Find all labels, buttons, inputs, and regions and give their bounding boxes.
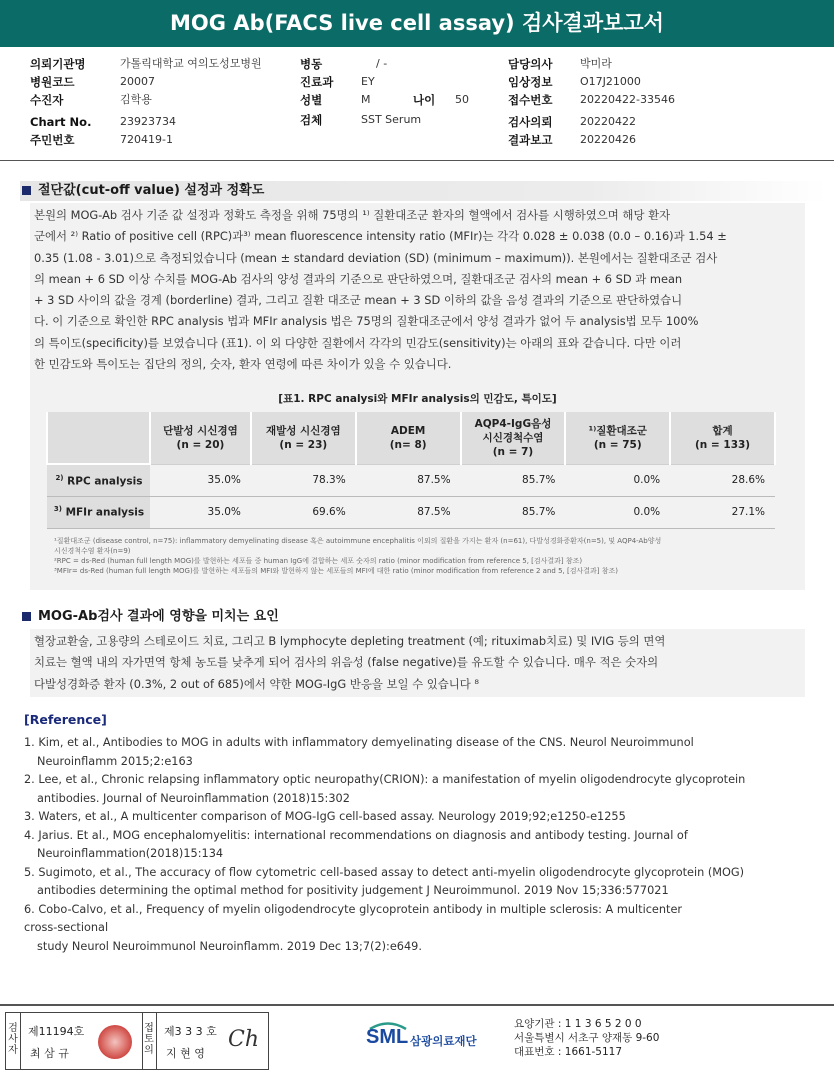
table-header: AQP4-IgG음성 시신경척수염 (n = 7) bbox=[461, 412, 566, 464]
table-cell: 69.6% bbox=[251, 496, 356, 528]
section-bullet-icon bbox=[22, 186, 31, 195]
org-phone: 대표번호 : 1661-5117 bbox=[514, 1046, 623, 1058]
reference-item: 1. Kim, et al., Antibodies to MOG in adults with inflammatory demyelinating disease of the CNS. Neurol Neuroimmunol bbox=[24, 736, 694, 749]
receipt-value: 20220422-33546 bbox=[580, 93, 675, 106]
reference-item: antibodies determining the optimal method for positivity judgement J Neuroimmunol. 2019 Nov 15;336:577021 bbox=[37, 884, 669, 897]
section-factors-title-text: MOG-Ab검사 결과에 영향을 미치는 요인 bbox=[38, 609, 279, 624]
patient-label: 수진자 bbox=[30, 93, 64, 107]
reference-item: Neuroinflammation(2018)15:134 bbox=[37, 847, 224, 860]
references-title: [Reference] bbox=[24, 712, 107, 727]
approver-label: 접 토 의 bbox=[144, 1023, 154, 1056]
table-header: ¹⁾질환대조군 (n = 75) bbox=[565, 412, 670, 464]
header-divider bbox=[0, 160, 834, 161]
row-header-mfir: $^{3)}$ MFIr analysis bbox=[47, 496, 150, 528]
sensitivity-table bbox=[46, 412, 776, 529]
doctor-value: 박미라 bbox=[580, 57, 612, 70]
institution-label: 의뢰기관명 bbox=[30, 57, 86, 71]
sex-label: 성별 bbox=[300, 93, 323, 107]
paragraph-line: 군에서 ²⁾ Ratio of positive cell (RPC)과³⁾ mean fluorescence intensity ratio (MFIr)는 각각 0.028 ± 0.038 (0.0 – 0.16)과 1.54 ± bbox=[34, 229, 727, 244]
table-row bbox=[47, 496, 775, 528]
inspector-label: 검 사 자 bbox=[8, 1023, 18, 1056]
paragraph-line: 0.35 (1.08 - 3.01)으로 측정되었습니다 (mean ± standard deviation (SD) (minimum – maximum)). 본원에서는 질환대조군 검사 bbox=[34, 250, 718, 265]
table-cell: 28.6% bbox=[670, 464, 775, 496]
clinical-value: O17J21000 bbox=[580, 75, 641, 88]
paragraph-line: 본원의 MOG-Ab 검사 기준 값 설정과 정확도 측정을 위해 75명의 ¹⁾ 질환대조군 환자의 혈액에서 검사를 시행하였으며 해당 환자 bbox=[34, 208, 671, 222]
resident-value: 720419-1 bbox=[120, 133, 173, 146]
org-contact bbox=[514, 1017, 659, 1059]
receipt-label: 접수번호 bbox=[508, 93, 553, 107]
reference-item: cross-sectional bbox=[24, 921, 109, 934]
section-cutoff-title bbox=[20, 181, 828, 201]
paragraph-line: 다발성경화증 환자 (0.3%, 2 out of 685)에서 약한 MOG-IgG 반응을 보일 수 있습니다 ⁸ bbox=[34, 676, 479, 691]
paragraph-line: + 3 SD 사이의 값을 경계 (borderline) 결과, 그리고 질환 대조군 mean + 3 SD 이하의 값을 음성 결과의 기준으로 판단하였습니 bbox=[34, 293, 683, 308]
table-cell: 0.0% bbox=[565, 464, 670, 496]
doctor-label: 담당의사 bbox=[508, 57, 553, 71]
table-header: 단발성 시신경염 (n = 20) bbox=[150, 412, 251, 464]
ward-label: 병동 bbox=[300, 57, 323, 71]
references-list bbox=[24, 734, 824, 956]
section-cutoff-title-text: 절단값(cut-off value) 설정과 정확도 bbox=[38, 183, 265, 198]
org-address: 서울특별시 서초구 양재동 9-60 bbox=[514, 1032, 660, 1044]
age-value: 50 bbox=[455, 93, 469, 106]
footer-divider bbox=[0, 1004, 834, 1006]
paragraph-line: 의 특이도(specificity)를 보였습니다 (표1). 이 외 다양한 질환에서 각각의 민감도(sensitivity)는 아래의 표와 같습니다. 다만 이러 bbox=[34, 335, 682, 350]
specimen-value: SST Serum bbox=[361, 113, 422, 126]
request-value: 20220422 bbox=[580, 115, 636, 128]
inspector-name: 최 삼 규 bbox=[30, 1047, 69, 1060]
reference-item: 5. Sugimoto, et al., The accuracy of flow cytometric cell-based assay to detect anti-myelin oligodendrocyte glycoprotein (MOG) bbox=[24, 865, 745, 879]
hospital-code-value: 20007 bbox=[120, 75, 155, 88]
signature-box bbox=[5, 1012, 269, 1070]
reference-item: study Neurol Neuroimmunol Neuroinflamm. 2019 Dec 13;7(2):e649. bbox=[37, 939, 422, 953]
age-label: 나이 bbox=[413, 93, 436, 107]
table-footnotes bbox=[54, 536, 794, 576]
patient-info bbox=[0, 47, 834, 157]
reference-item: Neuroinflamm 2015;2:e163 bbox=[37, 754, 193, 768]
reference-item: 3. Waters, et al., A multicenter comparison of MOG-IgG cell-based assay. Neurology 2019;92;e1250-e1255 bbox=[24, 810, 626, 823]
section-factors-title bbox=[20, 607, 828, 627]
section-cutoff-body bbox=[30, 203, 805, 375]
footnote: ¹질환대조군 (disease control, n=75): inflammatory demyelinating disease 혹은 autoimmune encephalitis 이외의 질환을 가지는 환자 (n=61), 다발성경화증환자(n=5), 및 AQP4-Ab양성 bbox=[54, 537, 662, 545]
footnote: ²RPC = ds-Red (human full length MOG)를 발현하는 세포들 중 human IgG에 결합하는 세포 숫자의 ratio (minor modification from reference 5, [검사결과] 참조) bbox=[54, 557, 583, 565]
inspector-number: 제11194호 bbox=[28, 1025, 85, 1038]
logo-sml-text: SML bbox=[366, 1026, 409, 1048]
approver-name: 지 현 영 bbox=[166, 1047, 205, 1060]
table-header: 합계 (n = 133) bbox=[670, 412, 775, 464]
table-cell: 35.0% bbox=[150, 496, 251, 528]
org-code: 요양기관 : 1 1 3 6 5 2 0 0 bbox=[514, 1018, 642, 1030]
dept-label: 진료과 bbox=[300, 75, 334, 89]
table-row bbox=[47, 464, 775, 496]
table-header: 재발성 시신경염 (n = 23) bbox=[251, 412, 356, 464]
clinical-label: 임상정보 bbox=[508, 75, 553, 89]
reference-item: 6. Cobo-Calvo, et al., Frequency of myelin oligodendrocyte glycoprotein antibody in multiple sclerosis: A multicenter bbox=[24, 902, 683, 916]
footnote: 시신경척수염 환자(n=9) bbox=[54, 547, 131, 555]
signature: Ch bbox=[228, 1027, 260, 1052]
dept-value: EY bbox=[361, 75, 375, 88]
table-cell: 35.0% bbox=[150, 464, 251, 496]
specimen-label: 검체 bbox=[300, 113, 323, 127]
footnote: ³MFIr= ds-Red (human full length MOG)를 발현하는 세포들의 MFI와 발현하지 않는 세포들의 MFI에 대한 ratio (minor modification from reference 2 and 5, [검사결과] 참조) bbox=[54, 567, 618, 575]
paragraph-line: 다. 이 기준으로 확인한 RPC analysis 법과 MFIr analysis 법은 75명의 질환대조군에서 양성 결과가 없어 두 analysis법 모두 100% bbox=[34, 314, 699, 329]
table-cell: 87.5% bbox=[356, 464, 461, 496]
table-header: ADEM (n= 8) bbox=[356, 412, 461, 464]
chart-value: 23923734 bbox=[120, 115, 176, 128]
paragraph-line: 치료는 혈액 내의 자가면역 항체 농도를 낮추게 되어 검사의 위음성 (false negative)를 유도할 수 있습니다. 매우 적은 숫자의 bbox=[34, 655, 659, 670]
section-bullet-icon bbox=[22, 612, 31, 621]
report-title: MOG Ab(FACS live cell assay) 검사결과보고서 bbox=[0, 0, 834, 47]
institution-value: 가톨릭대학교 여의도성모병원 bbox=[120, 57, 262, 70]
paragraph-line: 한 민감도와 특이도는 집단의 정의, 숫자, 환자 연령에 따른 차이가 있을 수 있습니다. bbox=[34, 357, 452, 372]
approver-number: 제3 3 3 호 bbox=[164, 1025, 217, 1038]
hospital-code-label: 병원코드 bbox=[30, 75, 75, 89]
reference-item: 4. Jarius. Et al., MOG encephalomyelitis: international recommendations on diagnosis and antibody testing. Journal of bbox=[24, 828, 688, 842]
report-date-value: 20220426 bbox=[580, 133, 636, 146]
chart-label: Chart No. bbox=[30, 115, 92, 129]
table-cell: 27.1% bbox=[670, 496, 775, 528]
section-factors-body bbox=[30, 629, 805, 697]
logo-org-name: 삼광의료재단 bbox=[410, 1034, 477, 1048]
sml-logo bbox=[366, 1018, 508, 1058]
table-cell: 85.7% bbox=[461, 464, 566, 496]
table-cell: 0.0% bbox=[565, 496, 670, 528]
reference-item: antibodies. Journal of Neuroinflammation (2018)15:302 bbox=[37, 791, 350, 805]
paragraph-line: 혈장교환술, 고용량의 스테로이드 치료, 그리고 B lymphocyte depleting treatment (예; rituximab치료) 및 IVIG 등의 면역 bbox=[34, 634, 666, 648]
table-cell: 78.3% bbox=[251, 464, 356, 496]
request-label: 검사의뢰 bbox=[508, 115, 553, 129]
table-corner bbox=[47, 412, 150, 464]
table-cell: 87.5% bbox=[356, 496, 461, 528]
resident-label: 주민번호 bbox=[30, 133, 75, 147]
report-date-label: 결과보고 bbox=[508, 133, 553, 147]
paragraph-line: 의 mean + 6 SD 이상 수치를 MOG-Ab 검사의 양성 결과의 기준으로 판단하였으며, 질환대조군 검사의 mean + 6 SD 과 mean bbox=[34, 271, 683, 286]
patient-value: 김학용 bbox=[120, 93, 152, 106]
seal-stamp-icon bbox=[98, 1025, 132, 1059]
row-header-rpc: $^{2)}$ RPC analysis bbox=[47, 464, 150, 496]
table-title: [표1. RPC analysi와 MFIr analysis의 민감도, 특이도] bbox=[278, 393, 557, 405]
sex-value: M bbox=[361, 93, 371, 106]
ward-value: / - bbox=[376, 57, 388, 70]
reference-item: 2. Lee, et al., Chronic relapsing inflammatory optic neuropathy(CRION): a manifestation of myelin oligodendrocyte glycoprotein bbox=[24, 773, 746, 786]
table-cell: 85.7% bbox=[461, 496, 566, 528]
